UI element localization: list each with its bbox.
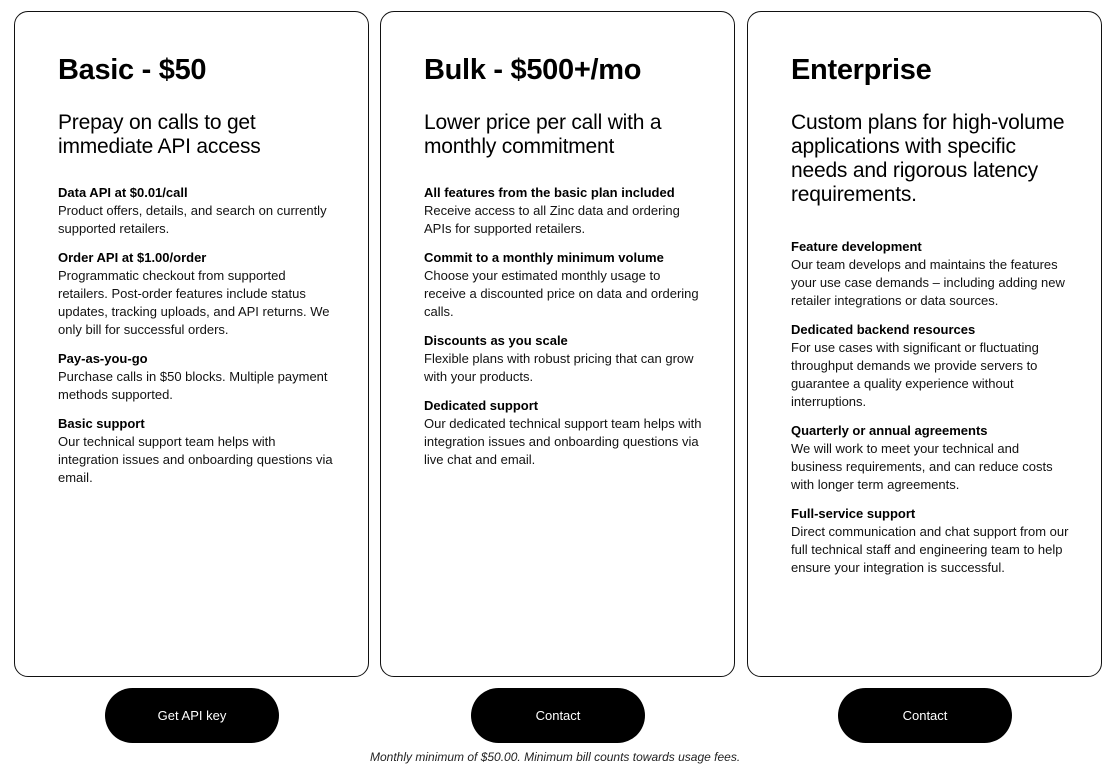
feature-list <box>58 184 338 487</box>
feature-description: Purchase calls in $50 blocks. Multiple payment methods supported. <box>58 369 328 402</box>
plan-title: Bulk - $500+/mo <box>424 54 642 86</box>
plan-title: Enterprise <box>791 54 932 86</box>
feature-title: Pay-as-you-go <box>58 351 148 366</box>
feature-item <box>791 422 1071 494</box>
feature-item <box>424 397 704 469</box>
feature-description: For use cases with significant or fluctuating throughput demands we provide servers to guarantee a quality experience without interruptions. <box>791 340 1039 409</box>
feature-description: Our dedicated technical support team helps with integration issues and onboarding questions via live chat and email. <box>424 416 702 467</box>
feature-title: Quarterly or annual agreements <box>791 423 988 438</box>
plan-tagline: Lower price per call with a monthly commitment <box>424 111 662 158</box>
plan-tagline: Custom plans for high-volume applications with specific needs and rigorous latency requirements. <box>791 111 1065 206</box>
feature-item <box>424 184 704 238</box>
feature-item <box>58 184 338 238</box>
feature-title: Dedicated support <box>424 398 539 413</box>
feature-list <box>424 184 704 469</box>
feature-title: Full-service support <box>791 506 916 521</box>
feature-description: Direct communication and chat support from our full technical staff and engineering team to help ensure your integration is successful. <box>791 524 1069 575</box>
feature-item <box>424 332 704 386</box>
plan-title: Basic - $50 <box>58 54 207 86</box>
feature-item <box>58 249 338 339</box>
feature-description: Our team develops and maintains the features your use case demands – including adding new retailer integrations or data sources. <box>791 257 1065 308</box>
get-api-key-button[interactable]: Get API key <box>105 688 279 743</box>
feature-description: We will work to meet your technical and business requirements, and can reduce costs with longer term agreements. <box>791 441 1053 492</box>
feature-item <box>791 238 1071 310</box>
feature-title: Order API at $1.00/order <box>58 250 207 265</box>
feature-item <box>58 350 338 404</box>
feature-description: Flexible plans with robust pricing that can grow with your products. <box>424 351 694 384</box>
feature-title: Feature development <box>791 239 922 254</box>
feature-description: Programmatic checkout from supported retailers. Post-order features include status updates, tracking uploads, and API returns. We only bill for successful orders. <box>58 268 330 337</box>
plan-tagline: Prepay on calls to get immediate API access <box>58 111 261 158</box>
feature-item <box>791 321 1071 411</box>
feature-title: Basic support <box>58 416 145 431</box>
bulk-contact-button[interactable]: Contact <box>471 688 645 743</box>
feature-list <box>791 238 1071 577</box>
plan-card-enterprise <box>747 11 1102 677</box>
feature-description: Receive access to all Zinc data and ordering APIs for supported retailers. <box>424 203 680 236</box>
pricing-footnote: Monthly minimum of $50.00. Minimum bill counts towards usage fees. <box>370 750 741 764</box>
feature-item <box>58 415 338 487</box>
feature-item <box>791 505 1071 577</box>
feature-item <box>424 249 704 321</box>
feature-title: All features from the basic plan included <box>424 185 675 200</box>
feature-title: Data API at $0.01/call <box>58 185 188 200</box>
enterprise-contact-button[interactable]: Contact <box>838 688 1012 743</box>
feature-description: Our technical support team helps with integration issues and onboarding questions via email. <box>58 434 333 485</box>
feature-description: Choose your estimated monthly usage to receive a discounted price on data and ordering calls. <box>424 268 699 319</box>
feature-title: Commit to a monthly minimum volume <box>424 250 664 265</box>
plan-card-basic <box>14 11 369 677</box>
plan-card-bulk <box>380 11 735 677</box>
feature-title: Discounts as you scale <box>424 333 568 348</box>
feature-description: Product offers, details, and search on currently supported retailers. <box>58 203 327 236</box>
feature-title: Dedicated backend resources <box>791 322 976 337</box>
